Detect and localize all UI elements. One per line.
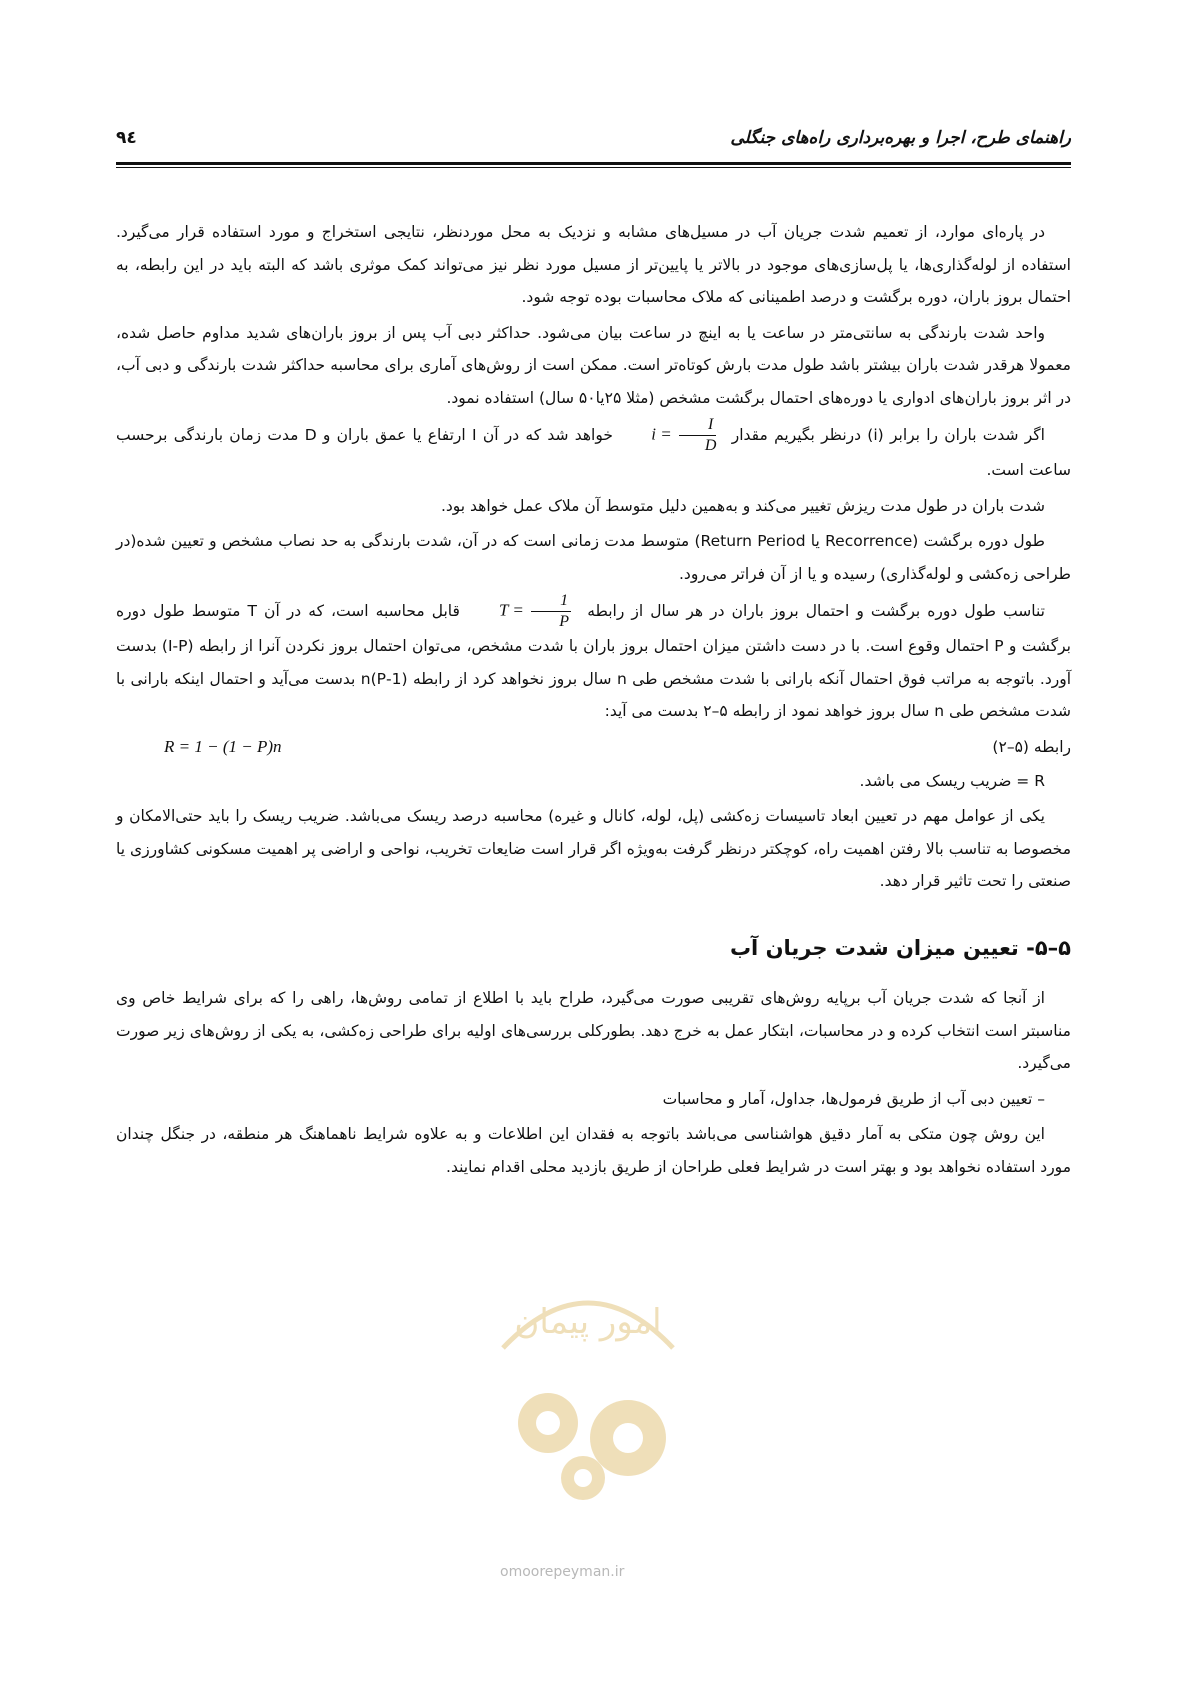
paragraph: یکی از عوامل مهم در تعیین ابعاد تاسیسات زه‌کشی (پل، لوله، کانال و غیره) محاسبه درصد ریسک می‌باشد. ضریب ریسک را باید حتی‌الامکان و مخصوصا به تناسب بالا رفتن اهمیت راه، کوچکتر درنظر گرفت به‌ویژه اگر قرار است ضایعات تخریب، نواحی و اراضی پر اهمیت مسکونی کشاورزی یا صنعتی را تحت تاثیر قرار دهد. (116, 807, 1071, 890)
fraction-denominator: P (559, 613, 570, 630)
watermark-logo-text: امور پیمان (514, 1302, 662, 1342)
paragraph-text: اگر شدت باران را برابر (i) درنظر بگیریم مقدار (731, 426, 1045, 444)
header-rule-thin (116, 167, 1071, 168)
equation-return-period (473, 593, 574, 630)
header-rule-thick (116, 162, 1071, 165)
equation-lhs: i = (651, 424, 672, 444)
paragraph: واحد شدت بارندگی به سانتی‌متر در ساعت یا به اینچ در ساعت بیان می‌شود. حداکثر دبی آب پس از بروز باران‌های شدید مداوم حاصل شده، معمولا هرقدر شدت باران بیشتر باشد طول مدت بارش کوتاه‌تر است. ممکن است از روش‌های آماری برای محاسبه حداکثر شدت بارندگی و دبی آب، در اثر بروز باران‌های ادواری یا دوره‌های احتمال برگشت مشخص (مثلا ۲۵یا۵۰ سال) استفاده نمود. (116, 323, 1071, 407)
equation-intensity (625, 417, 719, 454)
paragraph-text: قابل محاسبه است، که در آن T متوسط طول دوره برگشت و P احتمال وقوع است. با در دست داشتن میزان احتمال بروز باران با شدت مشخص، می‌توان احتمال بروز نکردن آنرا از رابطه (I-P) بدست آورد. باتوجه به مراتب فوق احتمال آنکه بارانی با شدت مشخص طی n سال بروز نخواهد کرد از رابطه (1-P)n بدست می‌آید و احتمال اینکه بارانی با شدت مشخص طی n سال بروز خواهد نمود از رابطه ۵–۲ بدست می آید: (116, 602, 1072, 720)
relation-5-2 (116, 731, 1071, 765)
paragraph-text: خواهد شد که در آن I ارتفاع یا عمق باران و D مدت زمان بارندگی برحسب ساعت است. (116, 426, 1071, 479)
relation-formula: R = 1 − (1 − P)n (164, 736, 282, 756)
page-header (116, 128, 1071, 158)
equation-lhs: T = (499, 600, 524, 620)
relation-label: رابطه (۵–۲) (992, 737, 1071, 756)
paragraph-intensity-formula (116, 417, 1071, 487)
fraction (679, 417, 717, 454)
bullet-item: – تعیین دبی آب از طریق فرمول‌ها، جداول، آمار و محاسبات (662, 1089, 1045, 1108)
section-heading: ۵–۵- تعیین میزان شدت جریان آب (729, 935, 1071, 960)
paragraph-return-period-formula (116, 593, 1071, 728)
running-title: راهنمای طرح، اجرا و بهره‌برداری راه‌های جنگلی (730, 128, 1071, 148)
page-body (116, 216, 1071, 1186)
risk-definition: R = ضریب ریسک می باشد. (859, 771, 1045, 790)
fraction-numerator: I (679, 417, 716, 436)
paragraph: طول دوره برگشت (Recorrence یا Return Period) متوسط مدت زمانی است که در آن، شدت بارندگی به حد نصاب مشخص و تعیین شده(در طراحی زه‌کشی و لوله‌گذاری) رسیده و یا از آن فراتر می‌رود. (116, 532, 1071, 583)
watermark-logo-icon (463, 1238, 713, 1508)
fraction (531, 593, 571, 630)
fraction-denominator: D (704, 437, 717, 454)
page-number: ۹٤ (116, 128, 137, 148)
paragraph: در پاره‌ای موارد، از تعمیم شدت جریان آب در مسیل‌های مشابه و نزدیک به محل موردنظر، نتایجی استخراج و مورد استفاده قرار می‌گیرد. استفاده از لوله‌گذاری‌ها، یا پل‌سازی‌های موجود در بالاتر یا پایین‌تر از مسیل مورد نظر نیز می‌تواند کمک موثری باشد که البته باید در این رابطه، به احتمال بروز باران، دوره برگشت و درصد اطمینانی که ملاک محاسبات بوده توجه شود. (116, 223, 1071, 306)
fraction-numerator: 1 (531, 593, 571, 612)
paragraph: این روش چون متکی به آمار دقیق هواشناسی می‌باشد باتوجه به فقدان این اطلاعات و به علاوه شرایط ناهماهنگ هر منطقه، در جنگل چندان مورد استفاده نخواهد بود و بهتر است در شرایط فعلی طراحان از طریق بازدید محلی اقدام نمایند. (116, 1125, 1071, 1176)
paragraph: شدت باران در طول مدت ریزش تغییر می‌کند و به‌همین دلیل متوسط آن ملاک عمل خواهد بود. (440, 496, 1045, 515)
paragraph: از آنجا که شدت جریان آب برپایه روش‌های تقریبی صورت می‌گیرد، طراح باید با اطلاع از تمامی روش‌ها، راهی را که برای شرایط خاص وی مناسبتر است انتخاب کرده و در محاسبات، ابتکار عمل به خرج دهد. بطورکلی بررسی‌های اولیه برای طراحی زه‌کشی، به یکی از روش‌های زیر صورت می‌گیرد. (116, 989, 1071, 1072)
watermark-url: omoorepeyman.ir (500, 1564, 625, 1580)
paragraph-text: تناسب طول دوره برگشت و احتمال بروز باران در هر سال از رابطه (587, 602, 1045, 620)
